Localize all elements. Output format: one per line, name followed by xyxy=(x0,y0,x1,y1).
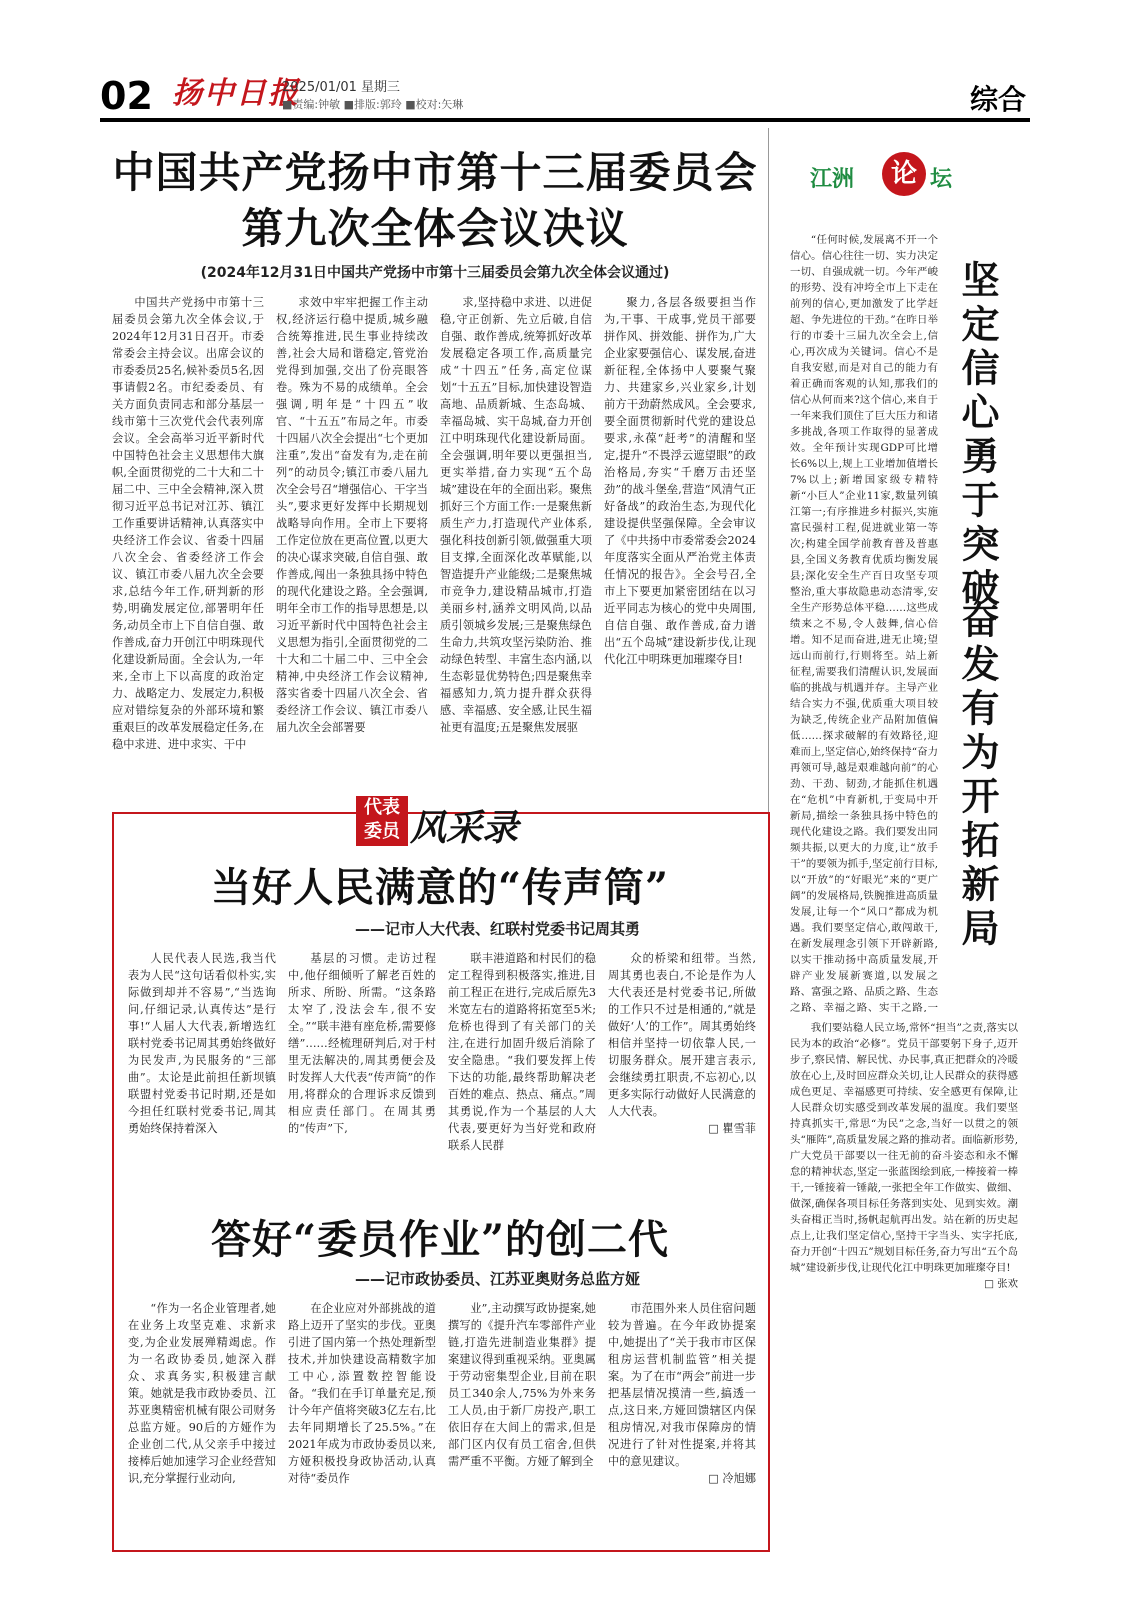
lead-column-1 xyxy=(112,294,264,794)
forum-signature: □ 张欢 xyxy=(984,1278,1018,1290)
masthead xyxy=(100,72,1030,118)
forum-text-top xyxy=(790,232,938,1012)
story2-column-2 xyxy=(288,1300,436,1536)
feature-title-mark: 风采录 xyxy=(410,807,519,849)
forum-headline-2: 奋发有为开拓新局 xyxy=(955,600,1000,952)
story1-column-1 xyxy=(128,950,276,1190)
story2-paragraph: 在企业应对外部挑战的道路上迈开了坚实的步伐。亚奥引进了国内第一个热处理新型技术,并加快建设高精数字加工中心,添置数控智能设备。“我们在手订单量充足,预计今年产值将突破3亿左右,比去年同期增长了25.5%。”在2021年成为市政协委员以来,方娅积极投身政协活动,认真对待“委员作 xyxy=(288,1302,436,1485)
forum-text-bottom xyxy=(790,1020,1018,1548)
lead-paragraph: 求,坚持稳中求进、以进促稳,守正创新、先立后破,自信自强、敢作善成,统筹抓好改革发展稳定各项工作,高质量完成“十四五”任务,高定位谋划“十五五”目标,加快建设智造高地、品质新城、生态岛城、幸福岛城、实干岛城,奋力开创江中明珠现代化建设新局面。全会强调,明年要以更强担当,更实举措,奋力实现“五个岛城”建设在年的全面出彩。聚焦抓好三个方面工作:一是聚焦新质生产力,打造现代产业体系,强化科技创新引领,做强重大项目支撑,全面深化改革赋能,以智造提升产业能级;二是聚焦城市竞争力,建设精品城市,打造美丽乡村,涵养文明风尚,以品质引领城乡发展;三是聚焦绿色生命力,共筑攻坚污染防治、推动绿色转型、丰富生态内涵,以生态彰显优势特色;四是聚焦幸福感知力,筑力提升群众获得感、幸福感、安全感,让民生福祉更有温度;五是聚焦发展驱 xyxy=(440,296,592,734)
story1-paragraph: 基层的习惯。走访过程中,他仔细倾听了解老百姓的所求、所盼、所需。“这条路太窄了,没法会车,很不安全。”“联丰港有座危桥,需要修缮”……经梳理研判后,对于村里无法解决的,周其勇便会及时发挥人大代表“传声筒”的作用,将群众的合理诉求反馈到相应责任部门。在周其勇的“传声”下, xyxy=(288,952,436,1135)
story2-paragraph: 市范围外来人员住宿问题较为普遍。在今年政协提案中,她提出了“关于我市市区保租房运营机制监管”相关提案。为了在市“两会”前进一步把基层情况摸清一些,搞透一点,这日来,方娅回馈辖区内保租房情况,对我市保障房的情况进行了针对性提案,并将其中的意见建议。 xyxy=(608,1302,756,1468)
feature-badge: 代表委员 xyxy=(356,796,408,846)
newspaper-logo: 扬中日报 xyxy=(172,76,300,111)
lead-subtitle: (2024年12月31日中国共产党扬中市第十三届委员会第九次全体会议通过) xyxy=(200,265,670,281)
masthead-rule xyxy=(100,118,1030,122)
story2-column-1 xyxy=(128,1300,276,1536)
lead-column-2 xyxy=(276,294,428,794)
lead-paragraph: 中国共产党扬中市第十三届委员会第九次全体会议,于2024年12月31日召开。市委常委会主持会议。出席会议的市委委员25名,候补委员5名,因事请假2名。市纪委委员、有关方面负责同志和部分基层一线市第十三次党代会代表列席会议。全会高举习近平新时代中国特色社会主义思想伟大旗帜,全面贯彻党的二十大和二十届二中、三中全会精神,深入贯彻习近平总书记对江苏、镇江工作重要讲话精神,认真落实中央经济工作会议、省委十四届八次全会、省委经济工作会议、镇江市委八届九次全会要求,总结今年工作,研判新的形势,明确发展定位,部署明年任务,动员全市上下自信自强、敢作善成,奋力开创江中明珠现代化建设新局面。全会认为,一年来,全市上下以高度的政治定力、战略定力、发展定力,积极应对错综复杂的外部环境和繁重艰巨的改革发展稳定任务,在稳中求进、进中求实、干中 xyxy=(112,296,264,751)
lead-column-4 xyxy=(604,294,756,794)
story1-column-4 xyxy=(608,950,756,1190)
story1-title: 当好人民满意的“传声筒” xyxy=(210,864,669,911)
forum-name-mid: 论 xyxy=(882,152,926,196)
forum-headline-1: 坚定信心勇于突破 xyxy=(955,260,1000,612)
story1-paragraph: 众的桥梁和纽带。当然,周其勇也表白,不论是作为人大代表还是村党委书记,所做的工作只不过是相通的,“就是做好‘人’的工作”。周其勇始终相信并坚持一切依靠人民,一切服务群众。展开建言表示,会继续勇扛职责,不忘初心,以更多实际行动做好人民满意的人大代表。 xyxy=(608,952,756,1118)
story2-title: 答好“委员作业”的创二代 xyxy=(210,1216,669,1263)
staff-credits: ■责编:钟敏 ■排版:郭玲 ■校对:矢琳 xyxy=(282,98,464,111)
issue-date: 2025/01/01 星期三 xyxy=(282,80,401,95)
story1-paragraph: 人民代表人民选,我当代表为人民“这句话看似朴实,实际做到却并不容易”,“当选询问,仔细记录,认真传达”是行事!“人届人大代表,新增选红联村党委书记周其勇始终做好为民发声,为民服务的“三部曲”。太论是此前担任新坝镇联盟村党委书记时期,还是如今担任红联村党委书记,周其勇始终保持着深入 xyxy=(128,952,276,1135)
story2-column-4 xyxy=(608,1300,756,1536)
story1-column-3 xyxy=(448,950,596,1190)
story2-paragraph: “作为一名企业管理者,她在业务上攻坚克难、求新求变,为企业发展殚精竭虑。作为一名政协委员,她深入群众、求真务实,积极建言献策。她就是我市政协委员、江苏亚奥精密机械有限公司财务总监方娅。90后的方娅作为企业创二代,从父亲手中接过接棒后她加速学习企业经营知识,充分掌握行业动向, xyxy=(128,1302,276,1485)
forum-column-head xyxy=(790,150,1000,210)
story2-paragraph: 业”,主动撰写政协提案,她撰写的《提升汽车零部件产业链,打造先进制造业集群》提案建议得到重视采纳。亚奥属于劳动密集型企业,目前在职员工340余人,75%为外来务工人员,由于新厂房投产,职工依旧存在大间上的需求,但是部门区内仅有员工宿舍,但供需严重不平衡。方娅了解到全 xyxy=(448,1302,596,1468)
story2-subtitle: ——记市政协委员、江苏亚奥财务总监方娅 xyxy=(354,1270,640,1288)
forum-paragraph: “任何时候,发展离不开一个信心。信心往往一切、实力决定一切、自强成就一切。今年严峻的形势、没有冲垮全市上下走在前列的信心,更加激发了比学赶超、争先进位的干劲。”在昨日举行的市委十三届九次全会上,信心,再次成为关键词。信心不是自我安慰,而是对自己的能力有着正确而客观的认知,那我们的信心从何而来?这个信心,来自于一年来我们顶住了巨大压力和诸多挑战,各项工作取得的显著成效。全年预计实现GDP可比增长6%以上,规上工业增加值增长7%以上;新增国家级专精特新“小巨人”企业11家,数量列镇江第一;有序推进乡村振兴,实施富民强村工程,促进就业第一等次;构建全国学前教育普及普惠县,全国义务教育优质均衡发展县;深化安全生产百日攻坚专项整治,重大事故隐患动态清零,安全生产形势总体平稳……这些成绩来之不易,令人鼓舞,信心倍增。知不足而奋进,进无止境;望远山而前行,行则将至。站上新征程,需要我们清醒认识,发展面临的挑战与机遇并存。主导产业结合实力不强,优质重大项目较为缺乏,传统企业产品附加值偏低……探求破解的有效路径,迎难而上,坚定信心,始终保持“奋力再领可导,越是艰难越向前”的心劲、干劲、韧劲,才能抓住机遇在“危机”中育新机,于变局中开新局,描绘一条独具扬中特色的现代化建设之路。我们要发出同频共振,以更大的力度,让“放手干”的要领为抓手,坚定前行目标,以“开放”的“好眼光”来的“更广阔”的发展格局,铁腕推进高质量发展,让每一个“风口”都成为机遇。我们要坚定信心,敢闯敢干,在新发展理念引领下开辟新路,以实干推动扬中高质量发展,开辟产业发展新赛道,以发展之路、富强之路、品质之路、生态之路、幸福之路、实干之路,一 xyxy=(790,234,938,1012)
story1-signature: □ 瞿雪菲 xyxy=(708,1122,756,1135)
lead-paragraph: 聚力,各层各级要担当作为,干事、干成事,党员干部要拼作风、拼效能、拼作为,广大企业家要强信心、谋发展,奋进新征程,全体扬中人要聚气聚力、共建家乡,兴业家乡,计划前方干劲蔚然成风。全会要求,要全面贯彻新时代党的建设总要求,永葆“赶考”的清醒和坚定,提升“不畏浮云遮望眼”的政治格局,夯实“千磨万击还坚劲”的战斗堡垒,营造“风清气正好备战”的政治生态,为现代化建设提供坚强保障。全会审议了《中共扬中市委常委会2024年度落实全面从严治党主体责任情况的报告》。全会号召,全市上下要更加紧密团结在以习近平同志为核心的党中央周围,自信自强、敢作善成,奋力谱出“五个岛城”建设新步伐,让现代化江中明珠更加璀璨夺目! xyxy=(604,296,756,666)
page-number: 02 xyxy=(100,74,153,118)
lead-paragraph: 求效中牢牢把握工作主动权,经济运行稳中提质,城乡融合统筹推进,民生事业持续改善,社会大局和谐稳定,管党治党得到加强,交出了份亮眼答卷。殊为不易的成绩单。全会强调,明年是“十四五”收官、“十五五”布局之年。市委十四届八次全会提出“七个更加注重”,发出“奋发有为,走在前列”的动员令;镇江市委八届九次全会号召“增强信心、干字当头”,要求更好发挥中长期规划战略导向作用。全市上下要将工作定位放在更高位置,以更大的决心谋求突破,自信自强、敢作善成,闯出一条独具扬中特色的现代化建设之路。全会强调,明年全市工作的指导思想是,以习近平新时代中国特色社会主义思想为指引,全面贯彻党的二十大和二十届二中、三中全会精神,中央经济工作会议精神,落实省委十四届八次全会、省委经济工作会议、镇江市委八届九次全会部署要 xyxy=(276,296,428,734)
story1-subtitle: ——记市人大代表、红联村党委书记周其勇 xyxy=(354,920,640,938)
forum-paragraph: 我们要站稳人民立场,常怀“担当”之责,落实以民为本的政治“必修”。党员干部要躬下身子,迈开步子,察民情、解民忧、办民事,真正把群众的冷暖放在心上,及时回应群众关切,让人民群众的获得感成色更足、幸福感更可持续、安全感更有保障,让人民群众切实感受到改革发展的温度。我们要坚持真抓实干,常思“为民”之念,当好一以贯之的领头“雁阵”,高质量发展之路的推动者。面临新形势,广大党员干部要以一往无前的奋斗姿态和永不懈怠的精神状态,坚定一张蓝图绘到底,一棒接着一棒干,一锤接着一锤敲,一张把全年工作做实、做细、做深,确保各项目标任务落到实处、见到实效。潮头奋楫正当时,扬帆起航再出发。站在新的历史起点上,让我们坚定信心,坚持干字当头、实字托底,奋力开创“十四五”规划目标任务,奋力写出“五个岛城”建设新步伐,让现代化江中明珠更加璀璨夺目! xyxy=(790,1022,1018,1274)
lead-column-3 xyxy=(440,294,592,794)
story1-column-2 xyxy=(288,950,436,1190)
forum-name-right: 坛 xyxy=(930,166,953,192)
story1-paragraph: 联丰港道路和村民们的稳定工程得到积极落实,推进,目前工程正在进行,完成后原先3米宽左右的道路将拓宽至5米;危桥也得到了有关部门的关注,在进行加固升级后消除了安全隐患。“我们要发挥上传下达的功能,最终帮助解决老百姓的难点、热点、痛点。”周其勇说,作为一个基层的人大代表,要更好为当好党和政府联系人民群 xyxy=(448,952,596,1152)
lead-title-line1: 中国共产党扬中市第十三届委员会 xyxy=(112,148,758,197)
section-name: 综合 xyxy=(969,83,1026,116)
forum-name-left: 江洲 xyxy=(810,166,855,192)
story2-column-3 xyxy=(448,1300,596,1536)
lead-title-line2: 第九次全体会议决议 xyxy=(241,204,629,253)
story2-signature: □ 冷旭娜 xyxy=(708,1472,756,1485)
